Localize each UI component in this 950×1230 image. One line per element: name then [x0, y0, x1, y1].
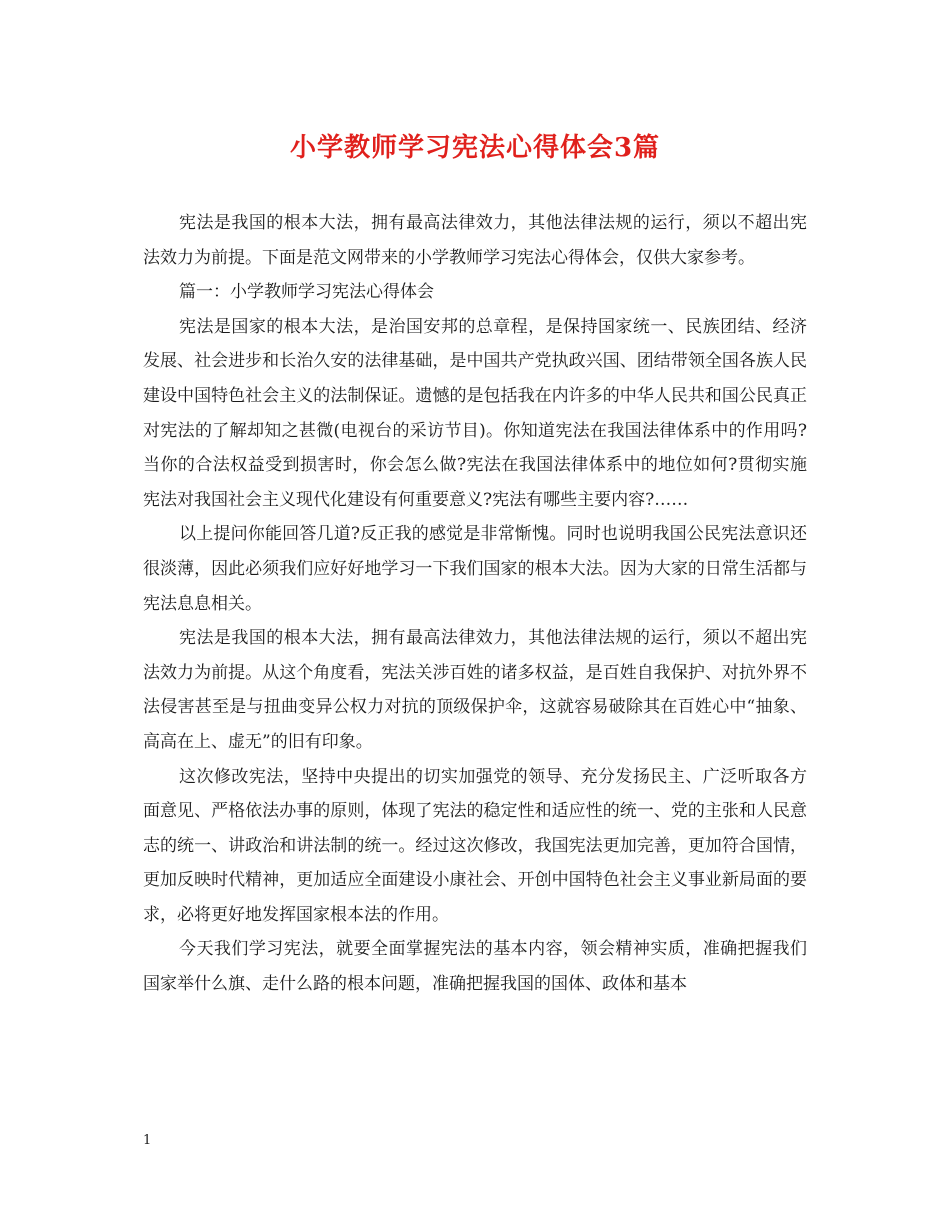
paragraph: 宪法是我国的根本大法，拥有最高法律效力，其他法律法规的运行，须以不超出宪法效力为前提。从这个角度看，宪法关涉百姓的诸多权益，是百姓自我保护、对抗外界不法侵害甚至是与扭曲变异公权力对抗的顶级保护伞，这就容易破除其在百姓心中“抽象、高高在上、虚无”的旧有印象。 [143, 628, 807, 752]
section-heading-part-one: 篇一：小学教师学习宪法心得体会 [179, 282, 434, 303]
page-number: 1 [143, 1133, 152, 1148]
paragraph: 宪法是国家的根本大法，是治国安邦的总章程，是保持国家统一、民族团结、经济发展、社会进步和长治久安的法律基础，是中国共产党执政兴国、团结带领全国各族人民建设中国特色社会主义的法制保证。遗憾的是包括我在内许多的中华人民共和国公民真正对宪法的了解却知之甚微(电视台的采访节目)。你知道宪法在我国法律体系中的作用吗?当你的合法权益受到损害时，你会怎么做?宪法在我国法律体系中的地位如何?贯彻实施宪法对我国社会主义现代化建设有何重要意义?宪法有哪些主要内容?…… [143, 316, 807, 510]
paragraph-intro: 宪法是我国的根本大法，拥有最高法律效力，其他法律法规的运行，须以不超出宪法效力为前提。下面是范文网带来的小学教师学习宪法心得体会，仅供大家参考。 [143, 213, 807, 268]
document-body [143, 206, 807, 1002]
paragraph: 以上提问你能回答几道?反正我的感觉是非常惭愧。同时也说明我国公民宪法意识还很淡薄，因此必须我们应好好地学习一下我们国家的根本大法。因为大家的日常生活都与宪法息息相关。 [143, 524, 807, 614]
paragraph: 今天我们学习宪法，就要全面掌握宪法的基本内容，领会精神实质，准确把握我们国家举什么旗、走什么路的根本问题，准确把握我国的国体、政体和基本 [143, 939, 807, 995]
document-title: 小学教师学习宪法心得体会3篇 [289, 133, 661, 163]
paragraph: 这次修改宪法，坚持中央提出的切实加强党的领导、充分发扬民主、广泛听取各方面意见、严格依法办事的原则，体现了宪法的稳定性和适应性的统一、党的主张和人民意志的统一、讲政治和讲法制的统一。经过这次修改，我国宪法更加完善，更加符合国情，更加反映时代精神，更加适应全面建设小康社会、开创中国特色社会主义事业新局面的要求，必将更好地发挥国家根本法的作用。 [143, 766, 807, 925]
